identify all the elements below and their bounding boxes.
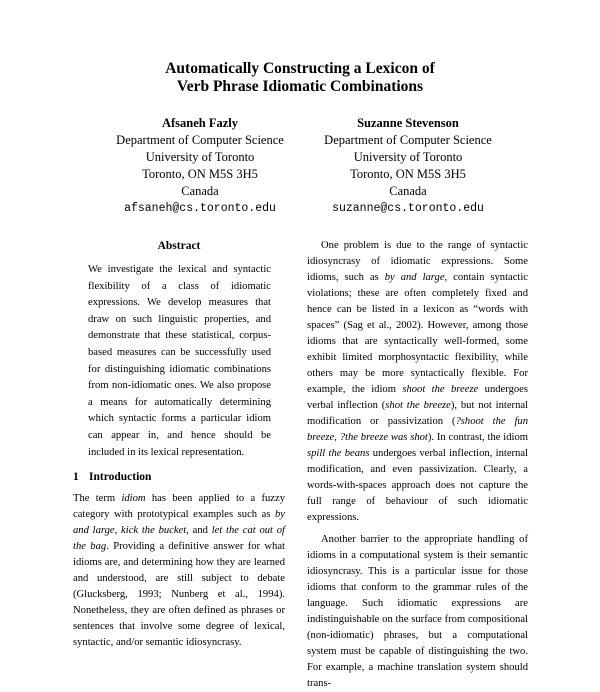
text-run: , — [114, 525, 122, 537]
text-run: undergoes verbal inflection, internal modification, and even passivization. Clearly, a words-with-spaces approach does not capture the full range of behaviour of such idiomatic expressions. — [307, 448, 528, 523]
text-run: has been applied to a fuzzy category with prototypical examples such as — [73, 493, 285, 521]
italic-term: idiom — [121, 493, 146, 505]
author-email: afsaneh@cs.toronto.edu — [124, 202, 276, 215]
body-paragraph: Another barrier to the appropriate handling of idioms in a computational system is their semantic idiosyncrasy. This is a particular issue for those idioms that conform to the grammar rules of the language. Such idiomatic expressions are indistinguishable on the surface from compositional (non-idiomatic) phrases, but a computational system must be capable of distinguishing the two. For example, a machine translation system should trans- — [307, 534, 528, 689]
author-country: Canada — [389, 184, 427, 198]
italic-term: ?the breeze was shot — [339, 432, 428, 443]
text-run: ). In contrast, the idiom — [427, 432, 528, 443]
text-run: , and — [186, 525, 212, 537]
italic-term: by and large — [73, 509, 285, 537]
author-email: suzanne@cs.toronto.edu — [332, 202, 484, 215]
italic-term: ?shoot the fun breeze — [307, 416, 529, 443]
abstract-text: We investigate the lexical and syntactic flexibility of a class of idiomatic expressions. We develop measures that draw on such linguistic properties, and demonstrate that these statistical, corpus-based measures can be successfully used for distinguishing idiomatic combinations from non-idiomatic ones. We also propose a means for automatically determining which syntactic forms a particular idiom can appear in, and hence should be included in its lexical representation. — [88, 264, 271, 458]
italic-term: kick the bucket — [121, 525, 187, 537]
author-department: Department of Computer Science — [324, 133, 492, 147]
paper-title — [0, 60, 600, 96]
section-title: Introduction — [89, 471, 152, 484]
author-name: Suzanne Stevenson — [357, 116, 459, 130]
italic-term: by and large — [384, 272, 445, 283]
text-run: . Providing a definitive answer for what idioms are, and determining how they are learned and understood, are still subject to debate (Glucksberg, 1993; Nunberg et al., 1994). Nonetheless, they are often defined as phrases or sentences that involve some degree of lexical, syntactic, and/or semantic idiosyncrasy. — [73, 541, 285, 649]
author-block-1 — [80, 115, 320, 217]
text-run: ), but not internal modification or passivization ( — [307, 400, 529, 427]
right-column — [307, 238, 528, 692]
author-country: Canada — [181, 184, 219, 198]
text-run: undergoes verbal inflection ( — [307, 384, 528, 411]
intro-paragraph — [73, 491, 285, 651]
author-department: Department of Computer Science — [116, 133, 284, 147]
author-university: University of Toronto — [145, 150, 255, 164]
title-line-1: Automatically Constructing a Lexicon of — [165, 60, 435, 77]
text-run: , — [334, 432, 340, 443]
section-number: 1 — [73, 471, 79, 484]
text-run: The term — [73, 493, 122, 505]
author-city: Toronto, ON M5S 3H5 — [350, 167, 466, 181]
italic-term: let the cat out of the bag — [73, 525, 286, 553]
abstract-heading: Abstract — [157, 240, 201, 252]
author-block-2 — [288, 115, 528, 217]
text-run: , contain syntactic violations; these are often completely fixed and hence can be listed in a lexicon as “words with spaces” (Sag et al., 2002). However, among those idioms that are syntactically well-formed, some exhibit limited morphosyntactic flexibility, while others may be more syntactically flexible. For example, the idiom — [307, 272, 529, 395]
text-run: One problem is due to the range of syntactic idiosyncrasy of idiomatic expressions. Some idioms, such as — [307, 240, 528, 283]
italic-term: shoot the breeze — [402, 384, 479, 395]
italic-term: shot the breeze — [385, 400, 451, 411]
author-name: Afsaneh Fazly — [161, 116, 239, 130]
section-heading-introduction — [73, 469, 285, 485]
italic-term: spill the beans — [307, 448, 370, 459]
author-university: University of Toronto — [353, 150, 463, 164]
author-city: Toronto, ON M5S 3H5 — [142, 167, 258, 181]
title-line-2: Verb Phrase Idiomatic Combinations — [176, 78, 424, 95]
left-column — [73, 238, 285, 651]
body-paragraph — [307, 238, 528, 526]
